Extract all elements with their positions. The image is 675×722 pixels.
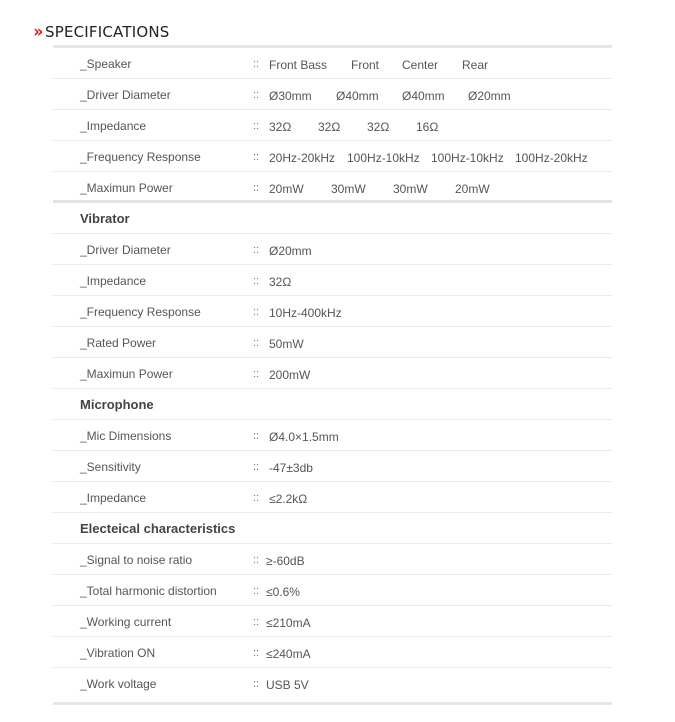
- spec-label: _Vibration ON: [80, 646, 156, 660]
- spec-label: _Maximun Power: [80, 181, 173, 195]
- section-title: Vibrator: [80, 211, 130, 226]
- spec-label: _Frequency Response: [80, 150, 201, 164]
- separator: ::: [253, 678, 260, 690]
- spec-value: ≤0.6%: [266, 585, 300, 599]
- spec-value: 30mW: [393, 182, 428, 196]
- spec-value: 32Ω: [269, 275, 292, 289]
- spec-value: 20Hz-20kHz: [269, 151, 336, 165]
- separator: ::: [253, 616, 260, 628]
- spec-value: -47±3db: [269, 461, 313, 475]
- spec-value: ≤210mA: [266, 616, 311, 630]
- separator: ::: [253, 89, 260, 101]
- spec-label: _Mic Dimensions: [80, 429, 172, 443]
- separator: ::: [253, 58, 260, 70]
- spec-value: 100Hz-20kHz: [515, 151, 588, 165]
- spec-value: 32Ω: [269, 120, 292, 134]
- spec-label: _Driver Diameter: [80, 243, 171, 257]
- spec-row: [53, 234, 612, 265]
- spec-value: Ø20mm: [269, 244, 312, 258]
- spec-row: [53, 637, 612, 668]
- spec-values: [269, 151, 588, 165]
- spec-row-frequency-response: [53, 141, 612, 172]
- separator: ::: [253, 554, 260, 566]
- separator: ::: [253, 182, 260, 194]
- spec-value: Rear: [462, 58, 489, 72]
- separator: ::: [253, 585, 260, 597]
- spec-value: Ø20mm: [468, 89, 511, 103]
- spec-label: _Work voltage: [80, 677, 157, 691]
- spec-row: [53, 544, 612, 575]
- separator: ::: [253, 275, 260, 287]
- page-title: [33, 22, 169, 42]
- spec-value: 200mW: [269, 368, 311, 382]
- spec-value: Ø30mm: [269, 89, 312, 103]
- page-title-text: SPECIFICATIONS: [44, 23, 170, 41]
- spec-value: ≤2.2kΩ: [269, 492, 308, 506]
- section-heading-electrical: [53, 513, 612, 544]
- spec-label: _Frequency Response: [80, 305, 201, 319]
- separator: ::: [253, 368, 260, 380]
- spec-values: [269, 182, 490, 196]
- spec-row-max-power: [53, 172, 612, 203]
- spec-value: ≤240mA: [266, 647, 311, 661]
- spec-value: 32Ω: [367, 120, 390, 134]
- spec-label: _Speaker: [80, 57, 132, 71]
- spec-value: ≥-60dB: [266, 554, 305, 568]
- spec-row: [53, 420, 612, 451]
- spec-label: _Sensitivity: [80, 460, 141, 474]
- separator: ::: [253, 244, 260, 256]
- spec-value: Ø40mm: [336, 89, 379, 103]
- spec-row: [53, 668, 612, 699]
- spec-row: [53, 482, 612, 513]
- spec-value: 32Ω: [318, 120, 341, 134]
- spec-label: _Driver Diameter: [80, 88, 171, 102]
- spec-label: _Working current: [80, 615, 172, 629]
- section-title: Electeical characteristics: [80, 521, 236, 536]
- spec-value: 20mW: [455, 182, 490, 196]
- separator: ::: [253, 151, 260, 163]
- spec-label: _Impedance: [80, 491, 147, 505]
- section-title: Microphone: [80, 397, 154, 412]
- spec-value: 20mW: [269, 182, 304, 196]
- spec-row: [53, 451, 612, 482]
- section-heading-vibrator: [53, 203, 612, 234]
- spec-value: 100Hz-10kHz: [431, 151, 504, 165]
- spec-value: Center: [402, 58, 439, 72]
- separator: ::: [253, 306, 260, 318]
- spec-value: 10Hz-400kHz: [269, 306, 342, 320]
- spec-values: [269, 120, 438, 134]
- section-heading-microphone: [53, 389, 612, 420]
- spec-row: [53, 327, 612, 358]
- separator: ::: [253, 647, 260, 659]
- separator: ::: [253, 461, 260, 473]
- spec-value: 50mW: [269, 337, 304, 351]
- spec-value: 30mW: [331, 182, 366, 196]
- spec-row: [53, 296, 612, 327]
- separator: ::: [253, 120, 260, 132]
- bottom-divider: [53, 702, 612, 705]
- spec-value: USB 5V: [266, 678, 309, 692]
- spec-values: [269, 58, 488, 72]
- spec-value: Ø4.0×1.5mm: [269, 430, 339, 444]
- spec-value: Front Bass: [269, 58, 328, 72]
- spec-row-driver-diameter: [53, 79, 612, 110]
- spec-label: _Impedance: [80, 119, 147, 133]
- spec-row: [53, 265, 612, 296]
- double-chevron-icon: »: [33, 22, 41, 42]
- separator: ::: [253, 337, 260, 349]
- spec-row: [53, 575, 612, 606]
- spec-label: _Rated Power: [80, 336, 157, 350]
- spec-value: 16Ω: [416, 120, 439, 134]
- spec-row: [53, 358, 612, 389]
- spec-value: Ø40mm: [402, 89, 445, 103]
- spec-row-impedance: [53, 110, 612, 141]
- spec-value: Front: [351, 58, 380, 72]
- spec-table: [53, 48, 612, 699]
- spec-value: 100Hz-10kHz: [347, 151, 420, 165]
- spec-label: _Total harmonic distortion: [80, 584, 217, 598]
- separator: ::: [253, 430, 260, 442]
- separator: ::: [253, 492, 260, 504]
- spec-values: [269, 89, 511, 103]
- spec-row: [53, 606, 612, 637]
- spec-row-speaker: [53, 48, 612, 79]
- spec-label: _Maximun Power: [80, 367, 173, 381]
- spec-label: _Signal to noise ratio: [80, 553, 193, 567]
- spec-label: _Impedance: [80, 274, 147, 288]
